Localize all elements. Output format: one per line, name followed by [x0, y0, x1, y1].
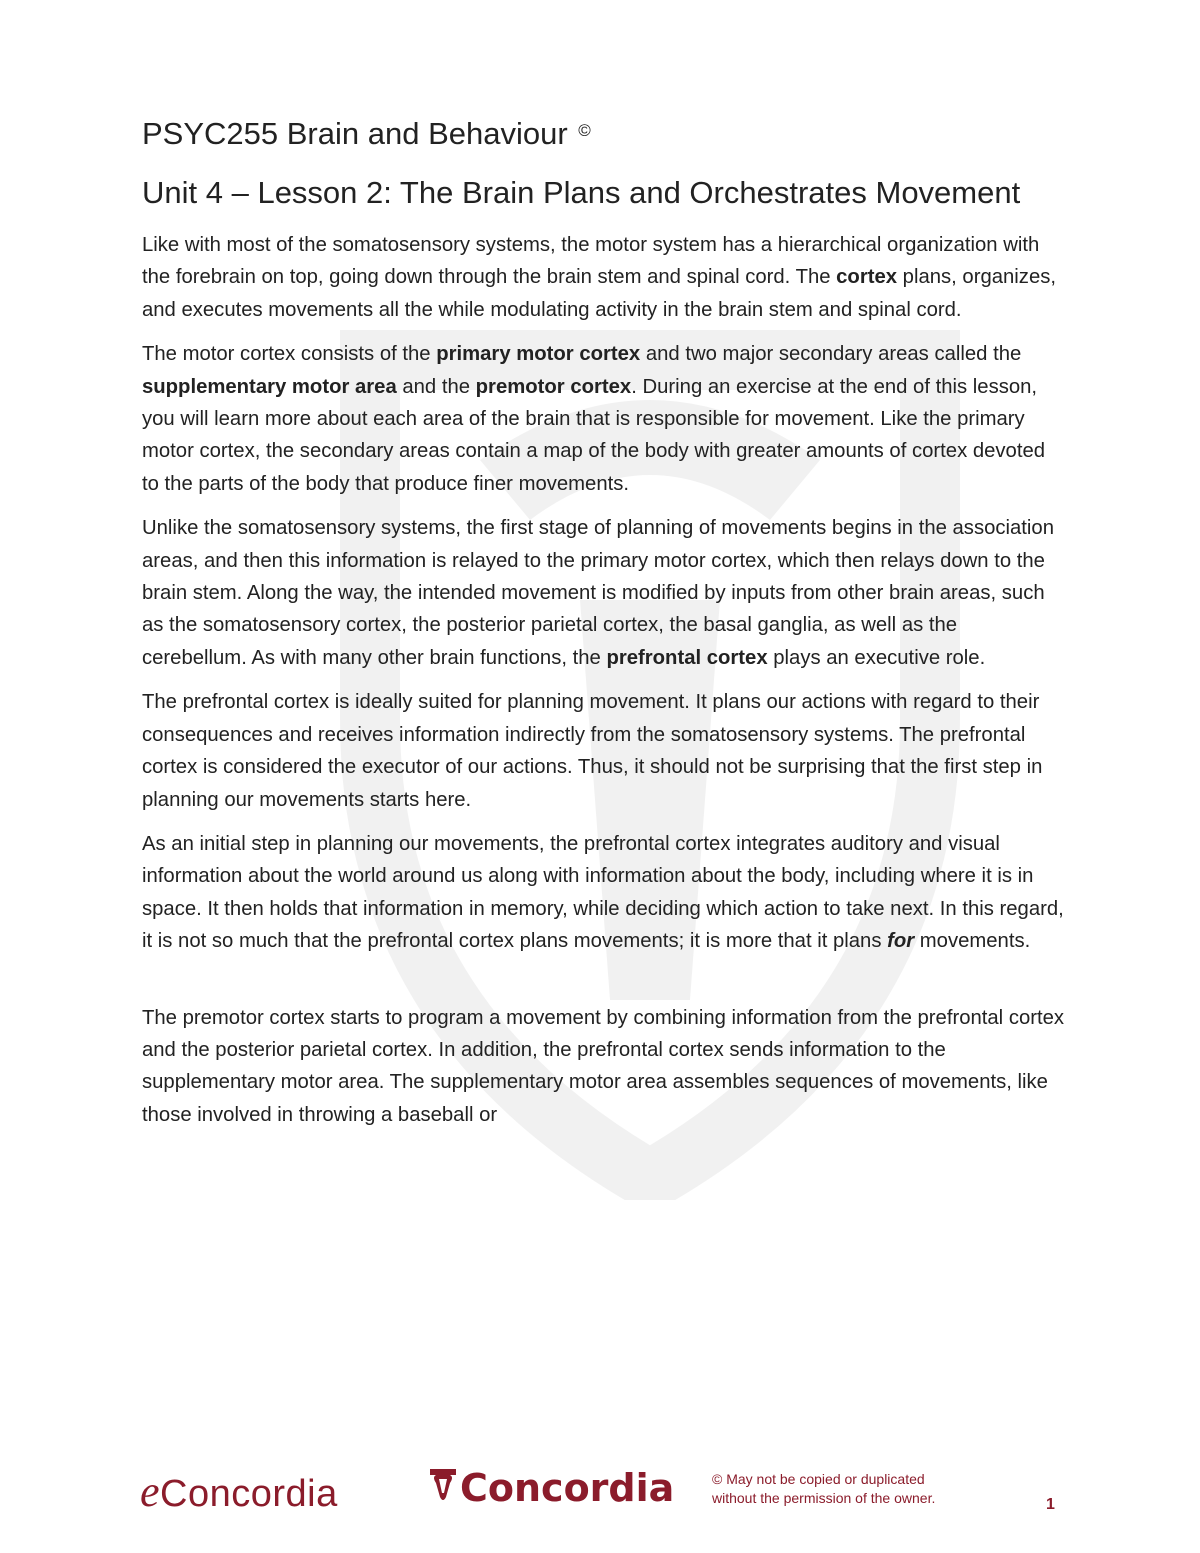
- copyright-notice: © May not be copied or duplicated without the permission of the owner.: [712, 1471, 936, 1506]
- concordia-crest-icon: [428, 1467, 458, 1505]
- paragraph-hierarchy: Like with most of the somatosensory systems, the motor system has a hierarchical organization with the forebrain on top, going down through the brain stem and spinal cord. The cortex plans, organizes, and executes movements all the while modulating activity in the brain stem and spinal cord.: [142, 234, 1056, 321]
- term-primary-motor-cortex: primary motor cortex: [436, 343, 641, 366]
- lesson-title: Unit 4 – Lesson 2: The Brain Plans and Orchestrates Movement: [142, 175, 1021, 210]
- course-title: PSYC255 Brain and Behaviour ©: [142, 116, 591, 151]
- paragraph-planning-stages: Unlike the somatosensory systems, the first stage of planning of movements begins in the association areas, and then this information is relayed to the primary motor cortex, which then relays down to the brain stem. Along the way, the intended movement is modified by inputs from other brain areas, such as the somatosensory cortex, the posterior parietal cortex, the basal ganglia, as well as the cerebellum. As with many other brain functions, the prefrontal cortex plays an executive role.: [142, 517, 1054, 669]
- term-cortex: cortex: [836, 266, 898, 289]
- econcordia-logo: eConcordia: [140, 1467, 338, 1516]
- document-body: [142, 108, 1067, 1143]
- term-for: for: [887, 930, 915, 953]
- copyright-symbol: ©: [578, 121, 591, 140]
- page-number: 1: [1046, 1496, 1055, 1513]
- paragraph-prefrontal-role: The prefrontal cortex is ideally suited for planning movement. It plans our actions with regard to their consequences and receives information indirectly from the somatosensory systems. The prefrontal cortex is considered the executor of our actions. Thus, it should not be surprising that the first step in planning our movements starts here.: [142, 691, 1043, 811]
- paragraph-motor-cortex: The motor cortex consists of the primary motor cortex and two major secondary areas called the supplementary motor area and the premotor cortex. During an exercise at the end of this lesson, you will learn more about each area of the brain that is responsible for movement. Like the primary motor cortex, the secondary areas contain a map of the body with greater amounts of cortex devoted to the parts of the body that produce finer movements.: [142, 343, 1046, 495]
- term-supplementary-motor-area: supplementary motor area: [142, 375, 397, 398]
- concordia-logo: Concordia: [428, 1466, 674, 1510]
- page-footer: [0, 1460, 1200, 1530]
- paragraph-premotor: The premotor cortex starts to program a movement by combining information from the prefrontal cortex and the posterior parietal cortex. In addition, the prefrontal cortex sends information to the supplementary motor area. The supplementary motor area assembles sequences of movements, like those involved in throwing a baseball or: [142, 1006, 1065, 1126]
- term-premotor-cortex: premotor cortex: [475, 375, 632, 398]
- paragraph-initial-step: As an initial step in planning our movements, the prefrontal cortex integrates auditory and visual information about the world around us along with information about the body, including where it is in space. It then holds that information in memory, while deciding which action to take next. In this regard, it is not so much that the prefrontal cortex plans movements; it is more that it plans for movements.: [142, 832, 1064, 953]
- term-prefrontal-cortex: prefrontal cortex: [606, 646, 768, 669]
